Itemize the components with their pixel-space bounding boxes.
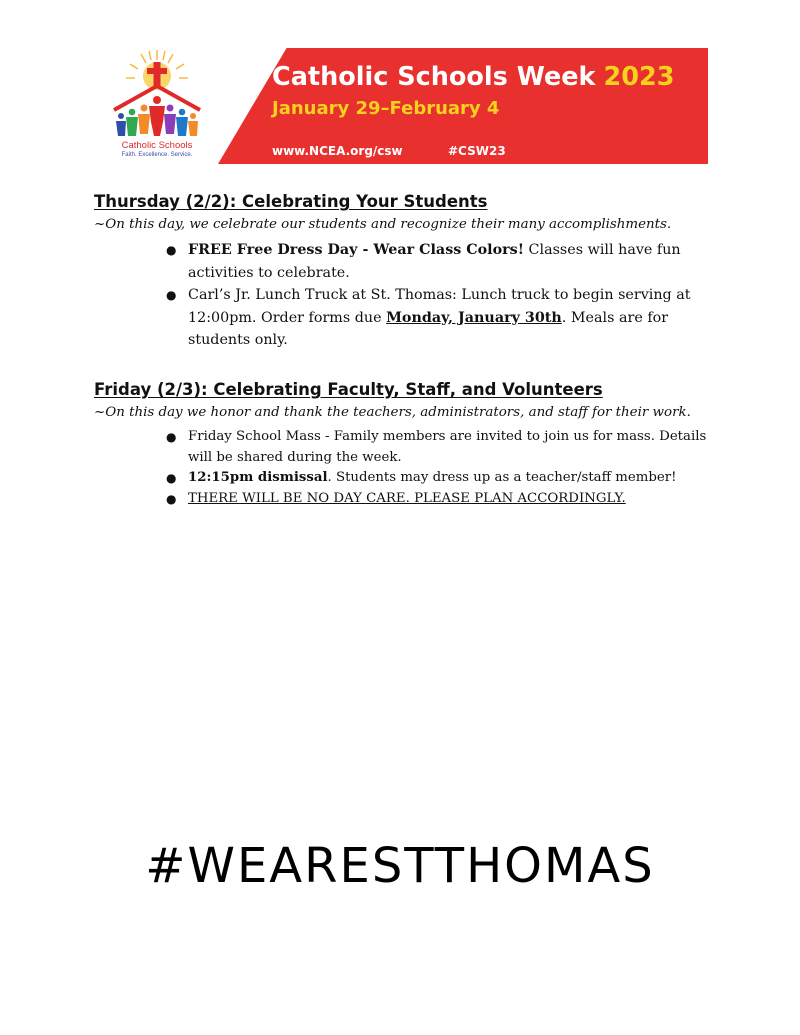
- list-item: [166, 239, 711, 284]
- dismissal-text: . Students may dress up as a teacher/staff member!: [327, 470, 677, 485]
- footer-hashtag: #WEARESTTHOMAS: [145, 838, 655, 894]
- banner-title: [272, 62, 674, 92]
- banner-dates: January 29–February 4: [272, 98, 500, 119]
- banner-url: www.NCEA.org/csw: [272, 144, 403, 158]
- dismissal-label: 12:15pm dismissal: [188, 470, 328, 485]
- banner-title-text: Catholic Schools Week: [272, 62, 596, 92]
- thursday-heading: Thursday (2/2): Celebrating Your Students: [94, 192, 488, 211]
- sunburst-cross-icon: [108, 48, 206, 142]
- dress-day-text: Classes will have fun activities to celebrate.: [188, 242, 681, 281]
- list-item: [166, 489, 711, 510]
- banner-hashtag: #CSW23: [448, 144, 506, 158]
- logo-tagline: Faith. Excellence. Service.: [121, 152, 193, 158]
- list-item: [166, 427, 711, 468]
- logo-name: Catholic Schools: [121, 140, 193, 151]
- bullet-icon: ●: [166, 243, 177, 257]
- order-deadline: Monday, January 30th: [386, 309, 562, 326]
- daycare-notice: THERE WILL BE NO DAY CARE. PLEASE PLAN ACCORDINGLY.: [188, 490, 626, 506]
- thursday-section: [94, 192, 714, 352]
- friday-intro: ~On this day we honor and thank the teachers, administrators, and staff for their work.: [94, 405, 691, 420]
- bullet-icon: ●: [166, 430, 177, 444]
- banner-year: 2023: [603, 62, 675, 92]
- thursday-intro: ~On this day, we celebrate our students and recognize their many accomplishments.: [94, 217, 672, 232]
- list-item: [166, 284, 711, 352]
- thursday-list: [166, 239, 711, 352]
- friday-section: [94, 380, 714, 509]
- mass-text: Friday School Mass - Family members are invited to join us for mass. Details will be shared during the week.: [188, 429, 707, 465]
- dress-day-label: FREE Free Dress Day - Wear Class Colors!: [188, 242, 525, 258]
- lunch-truck-note: . Meals are for students only.: [188, 309, 669, 348]
- csw-banner: [108, 48, 708, 164]
- bullet-icon: ●: [166, 288, 177, 302]
- friday-list: [166, 427, 711, 509]
- catholic-schools-logo: [108, 48, 206, 164]
- bullet-icon: ●: [166, 471, 177, 485]
- list-item: [166, 468, 711, 489]
- bullet-icon: ●: [166, 491, 177, 506]
- friday-heading: Friday (2/3): Celebrating Faculty, Staff, and Volunteers: [94, 380, 603, 399]
- lunch-truck-text: Carl’s Jr. Lunch Truck at St. Thomas: Lunch truck to begin serving at 12:00pm. Order forms due: [188, 287, 691, 326]
